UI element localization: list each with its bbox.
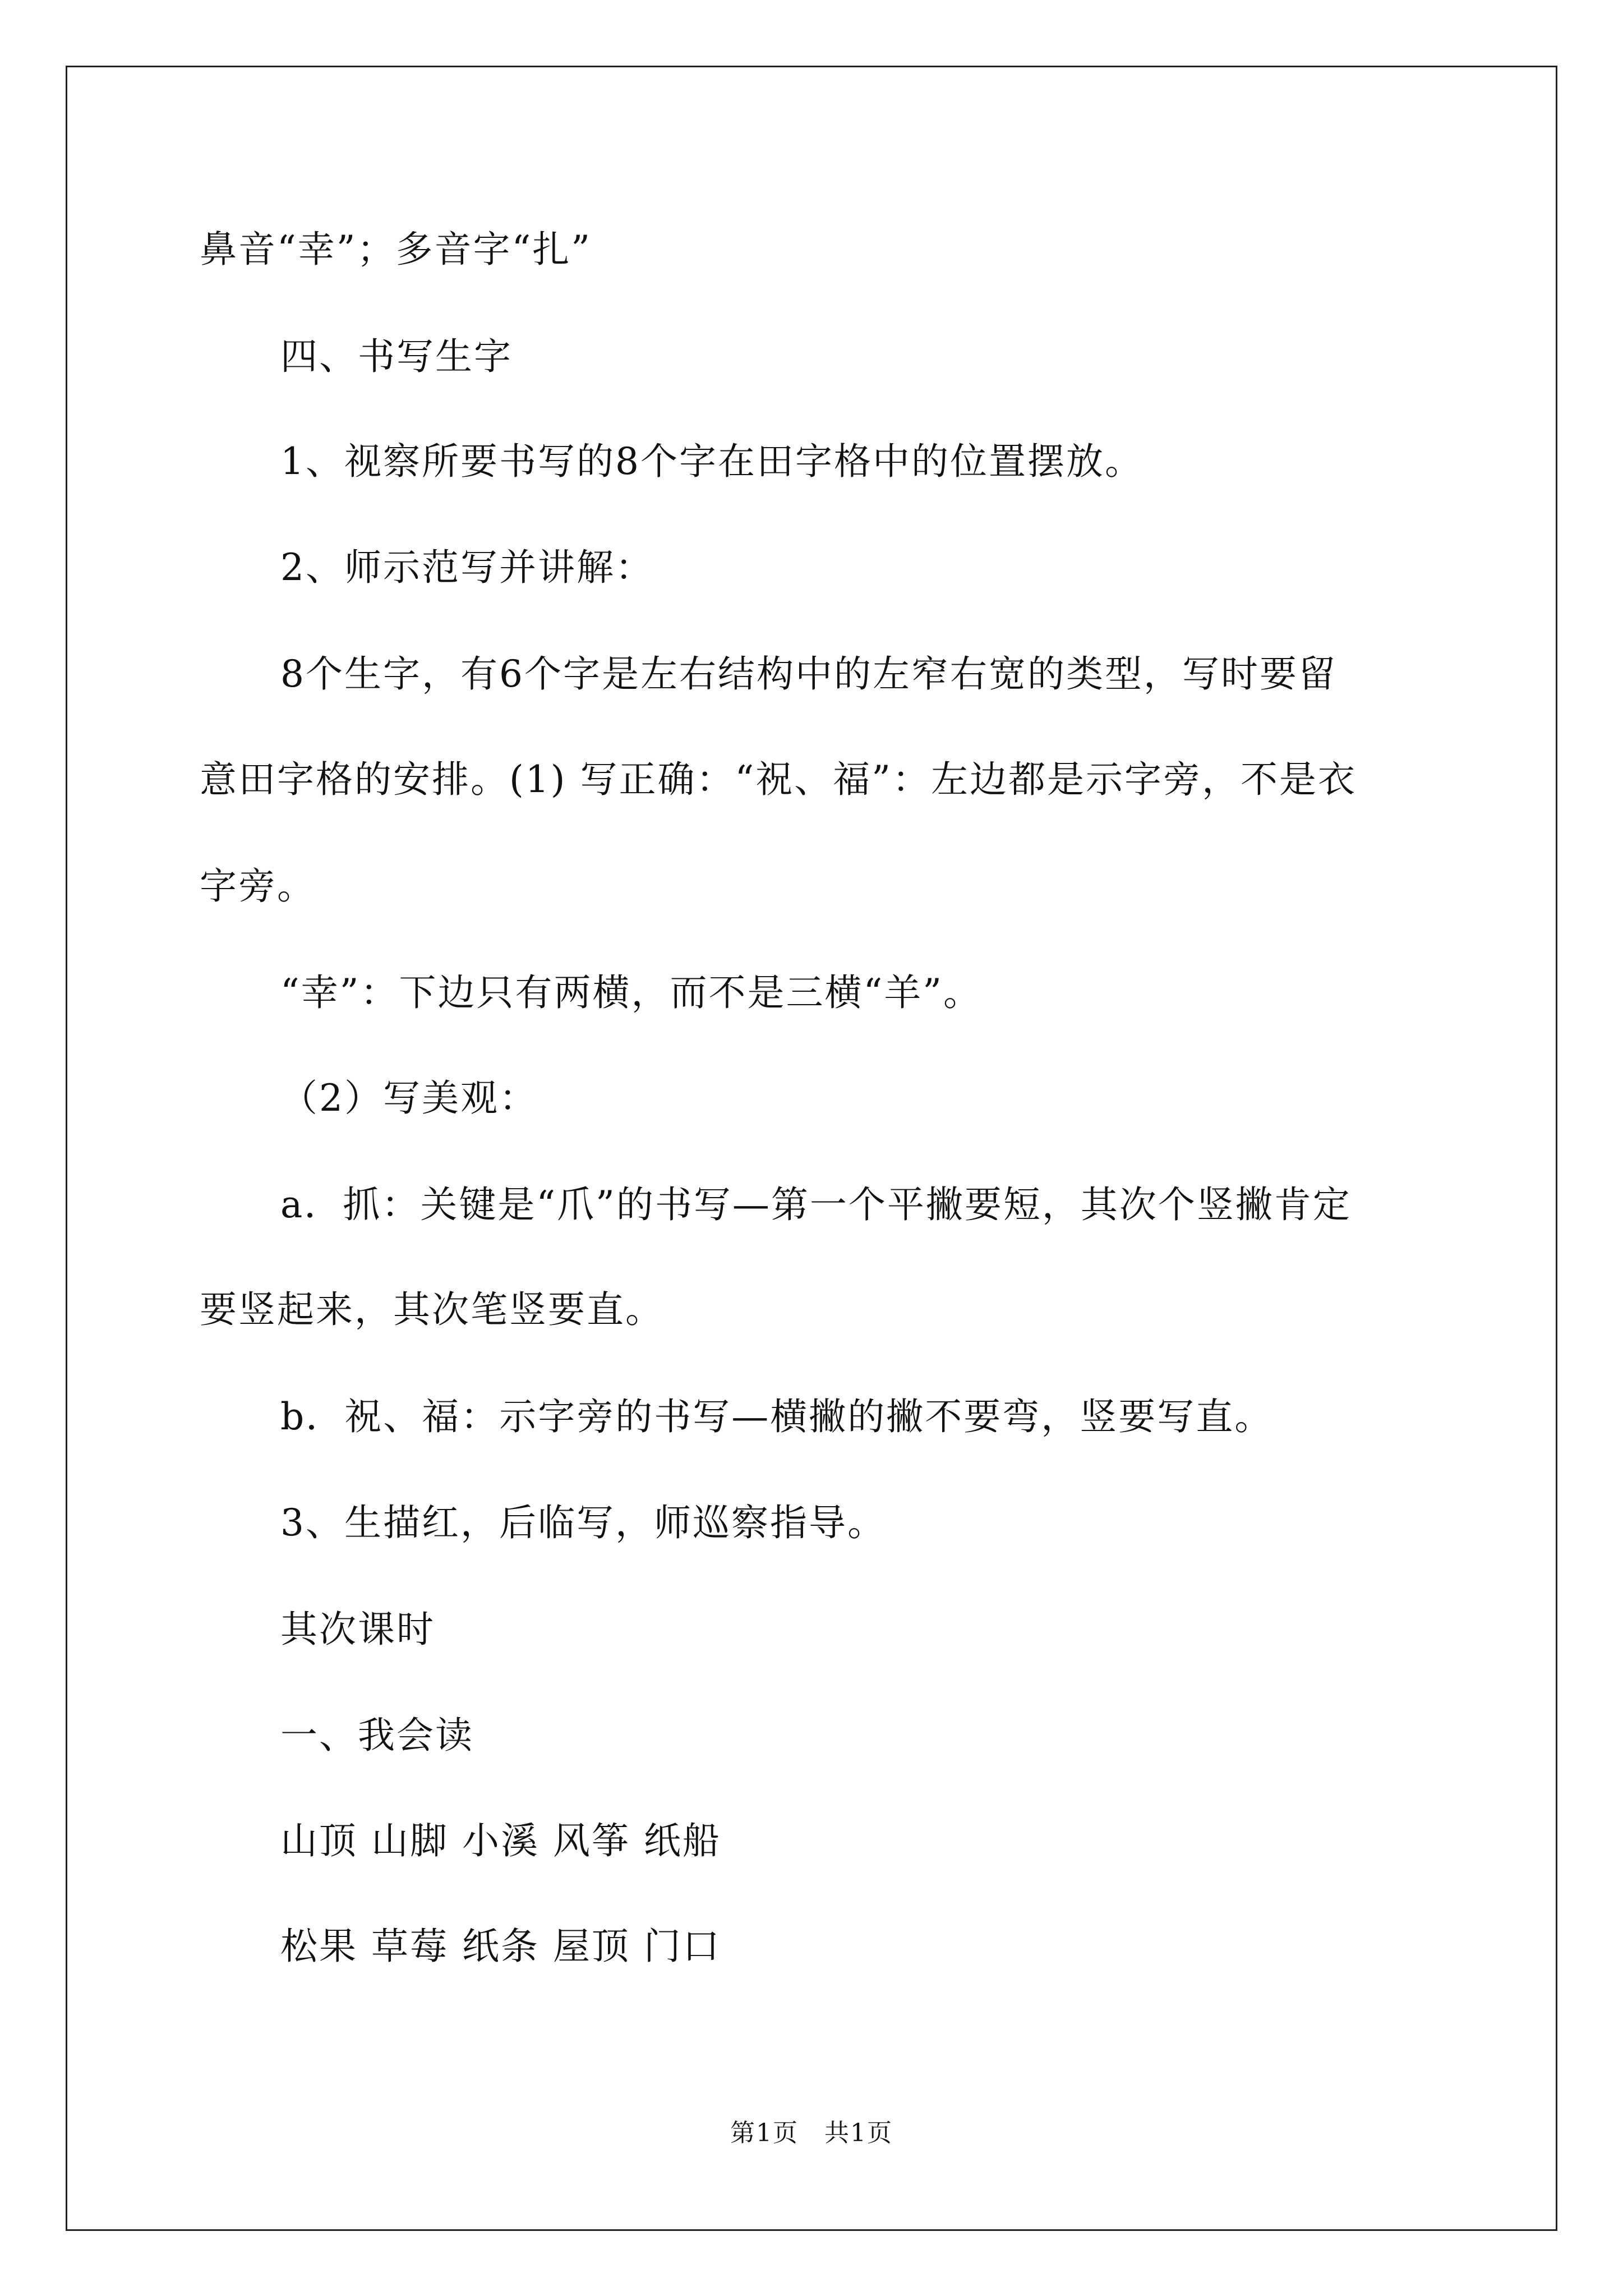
word-list-line-1: 山顶 山脚 小溪 风筝 纸船	[280, 1819, 721, 1862]
text-line-12: b．祝、福：示字旁的书写—横撇的撇不要弯，竖要写直。	[280, 1395, 1274, 1438]
text-line-7: 字旁。	[200, 864, 316, 908]
text-line-4: 2、师示范写并讲解：	[280, 546, 654, 589]
text-line-3: 1、视察所要书写的8个字在田字格中的位置摆放。	[280, 440, 1144, 483]
page-number: 第1页	[730, 2119, 799, 2147]
section-heading-write-characters: 四、书写生字	[280, 335, 513, 378]
section-heading-i-can-read: 一、我会读	[280, 1714, 474, 1757]
text-line-10: a．抓：关键是“爪”的书写—第一个平撇要短，其次个竖撇肯定	[280, 1183, 1352, 1226]
text-line-13: 3、生描红，后临写，师巡察指导。	[280, 1501, 886, 1544]
page-footer	[0, 2118, 1623, 2149]
text-line-9: （2）写美观：	[280, 1076, 538, 1120]
page-total: 共1页	[824, 2119, 893, 2147]
word-list-line-2: 松果 草莓 纸条 屋顶 门口	[280, 1925, 721, 1968]
text-line-8: “幸”：下边只有两横，而不是三横“羊”。	[280, 971, 982, 1014]
text-line-1: 鼻音“幸”；多音字“扎”	[200, 228, 592, 271]
text-line-6: 意田字格的安排。(1) 写正确：“祝、福”：左边都是示字旁，不是衣	[200, 758, 1357, 801]
page-border	[66, 66, 1557, 2231]
text-line-11: 要竖起来，其次笔竖要直。	[200, 1288, 664, 1331]
text-line-5: 8个生字，有6个字是左右结构中的左窄右宽的类型，写时要留	[280, 652, 1337, 696]
section-heading-second-lesson: 其次课时	[280, 1608, 435, 1651]
